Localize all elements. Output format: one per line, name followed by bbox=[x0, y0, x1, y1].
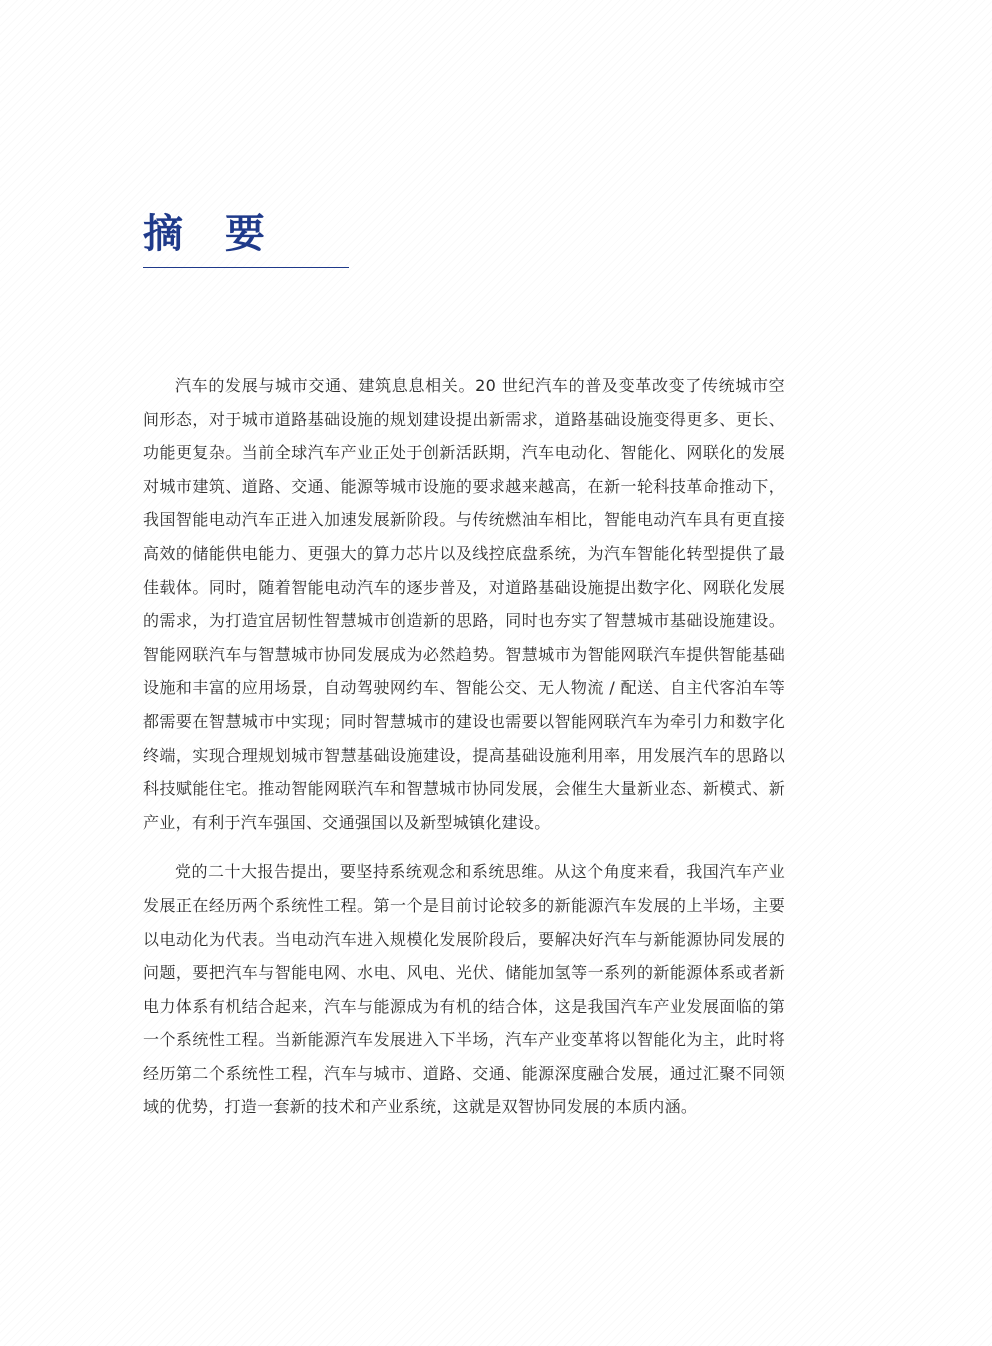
abstract-body bbox=[143, 369, 785, 1140]
title-underline bbox=[143, 267, 349, 268]
page-title: 摘 要 bbox=[143, 211, 279, 257]
paragraph-2: 党的二十大报告提出，要坚持系统观念和系统思维。从这个角度来看，我国汽车产业发展正在经历两个系统性工程。第一个是目前讨论较多的新能源汽车发展的上半场，主要以电动化为代表。当电动汽车进入规模化发展阶段后，要解决好汽车与新能源协同发展的问题，要把汽车与智能电网、水电、风电、光伏、储能加氢等一系列的新能源体系或者新电力体系有机结合起来，汽车与能源成为有机的结合体，这是我国汽车产业发展面临的第一个系统性工程。当新能源汽车发展进入下半场，汽车产业变革将以智能化为主，此时将经历第二个系统性工程，汽车与城市、道路、交通、能源深度融合发展，通过汇聚不同领域的优势，打造一套新的技术和产业系统，这就是双智协同发展的本质内涵。 bbox=[143, 862, 785, 1117]
paragraph-1: 汽车的发展与城市交通、建筑息息相关。20 世纪汽车的普及变革改变了传统城市空间形态，对于城市道路基础设施的规划建设提出新需求，道路基础设施变得更多、更长、功能更复杂。当前全球汽车产业正处于创新活跃期，汽车电动化、智能化、网联化的发展对城市建筑、道路、交通、能源等城市设施的要求越来越高，在新一轮科技革命推动下，我国智能电动汽车正进入加速发展新阶段。与传统燃油车相比，智能电动汽车具有更直接高效的储能供电能力、更强大的算力芯片以及线控底盘系统，为汽车智能化转型提供了最佳载体。同时，随着智能电动汽车的逐步普及，对道路基础设施提出数字化、网联化发展的需求，为打造宜居韧性智慧城市创造新的思路，同时也夯实了智慧城市基础设施建设。智能网联汽车与智慧城市协同发展成为必然趋势。智慧城市为智能网联汽车提供智能基础设施和丰富的应用场景，自动驾驶网约车、智能公交、无人物流 / 配送、自主代客泊车等都需要在智慧城市中实现；同时智慧城市的建设也需要以智能网联汽车为牵引力和数字化终端，实现合理规划城市智慧基础设施建设，提高基础设施利用率，用发展汽车的思路以科技赋能住宅。推动智能网联汽车和智慧城市协同发展，会催生大量新业态、新模式、新产业，有利于汽车强国、交通强国以及新型城镇化建设。 bbox=[143, 376, 785, 832]
